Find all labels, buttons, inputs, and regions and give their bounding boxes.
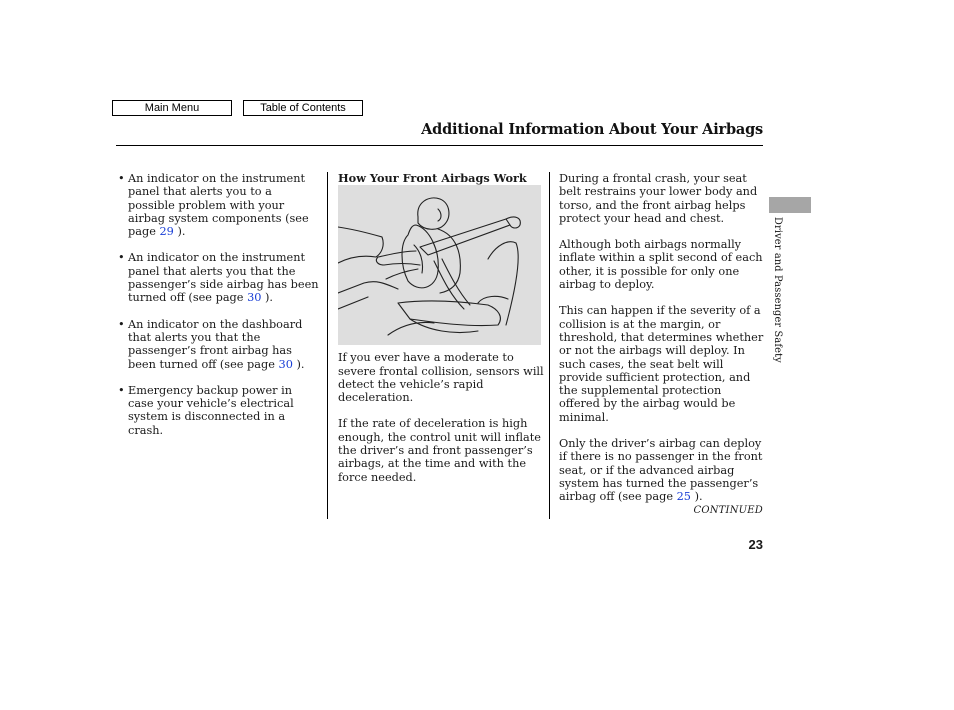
right-column bbox=[559, 172, 764, 504]
page-link[interactable]: 30 bbox=[278, 357, 293, 371]
list-item-text-end: ). bbox=[261, 291, 274, 305]
paragraph-text: Only the driver’s airbag can deploy if there is no passenger in the front seat, or if the advanced airbag system has turned the passenger’s airbag off (see page bbox=[559, 437, 763, 504]
bullet-icon: • bbox=[118, 251, 125, 265]
section-tab-label: Driver and Passenger Safety bbox=[772, 217, 783, 363]
page-link[interactable]: 30 bbox=[247, 291, 262, 305]
bullet-icon: • bbox=[118, 317, 125, 331]
list-item-text: An indicator on the instrument panel that alerts you to a possible problem with your airbag system components (see page bbox=[128, 172, 309, 239]
page-number: 23 bbox=[748, 537, 763, 552]
main-menu-button[interactable]: Main Menu bbox=[112, 100, 232, 116]
list-item bbox=[118, 318, 321, 371]
feature-list bbox=[118, 172, 321, 450]
title-rule bbox=[116, 145, 763, 146]
paragraph-text-end: ). bbox=[690, 490, 703, 504]
page-title: Additional Information About Your Airbags bbox=[421, 121, 763, 138]
bullet-icon: • bbox=[118, 172, 125, 185]
list-item-text: Emergency backup power in case your vehicle’s electrical system is disconnected in a crash. bbox=[128, 383, 294, 437]
page-link[interactable]: 25 bbox=[676, 490, 691, 504]
table-of-contents-button[interactable]: Table of Contents bbox=[243, 100, 363, 116]
paragraph: If the rate of deceleration is high enough, the control unit will inflate the driver’s and front passenger’s airbags, at the time and with the force needed. bbox=[338, 417, 541, 484]
section-tab bbox=[769, 197, 811, 213]
page-link[interactable]: 29 bbox=[159, 225, 174, 239]
airbag-illustration bbox=[338, 185, 541, 345]
middle-column bbox=[338, 172, 544, 484]
paragraph: Although both airbags normally inflate within a split second of each other, it is possible for only one airbag to deploy. bbox=[559, 238, 763, 292]
list-item-text-end: ). bbox=[292, 357, 305, 371]
paragraph: This can happen if the severity of a collision is at the margin, or threshold, that determines whether or not the airbags will deploy. In such cases, the seat belt will provide sufficient protection, and the supplemental protection offered by the airbag would be minimal. bbox=[559, 304, 764, 424]
list-item-text: An indicator on the dashboard that alerts you that the passenger’s front airbag has been turned off (see page bbox=[128, 317, 303, 371]
list-item bbox=[118, 172, 321, 238]
column-divider bbox=[549, 172, 550, 519]
section-heading: How Your Front Airbags Work bbox=[338, 171, 527, 185]
bullet-icon: • bbox=[118, 383, 125, 397]
column-divider bbox=[327, 172, 328, 519]
list-item-text-end: ). bbox=[173, 225, 186, 239]
paragraph: During a frontal crash, your seat belt restrains your lower body and torso, and the front airbag helps protect your head and chest. bbox=[559, 172, 758, 225]
paragraph: If you ever have a moderate to severe frontal collision, sensors will detect the vehicle’s rapid deceleration. bbox=[338, 351, 544, 405]
list-item bbox=[118, 384, 321, 437]
list-item-text: An indicator on the instrument panel that alerts you that the passenger’s side airbag has been turned off (see page bbox=[128, 251, 319, 305]
continued-label: CONTINUED bbox=[693, 505, 763, 516]
paragraph bbox=[559, 437, 764, 503]
list-item bbox=[118, 251, 321, 304]
